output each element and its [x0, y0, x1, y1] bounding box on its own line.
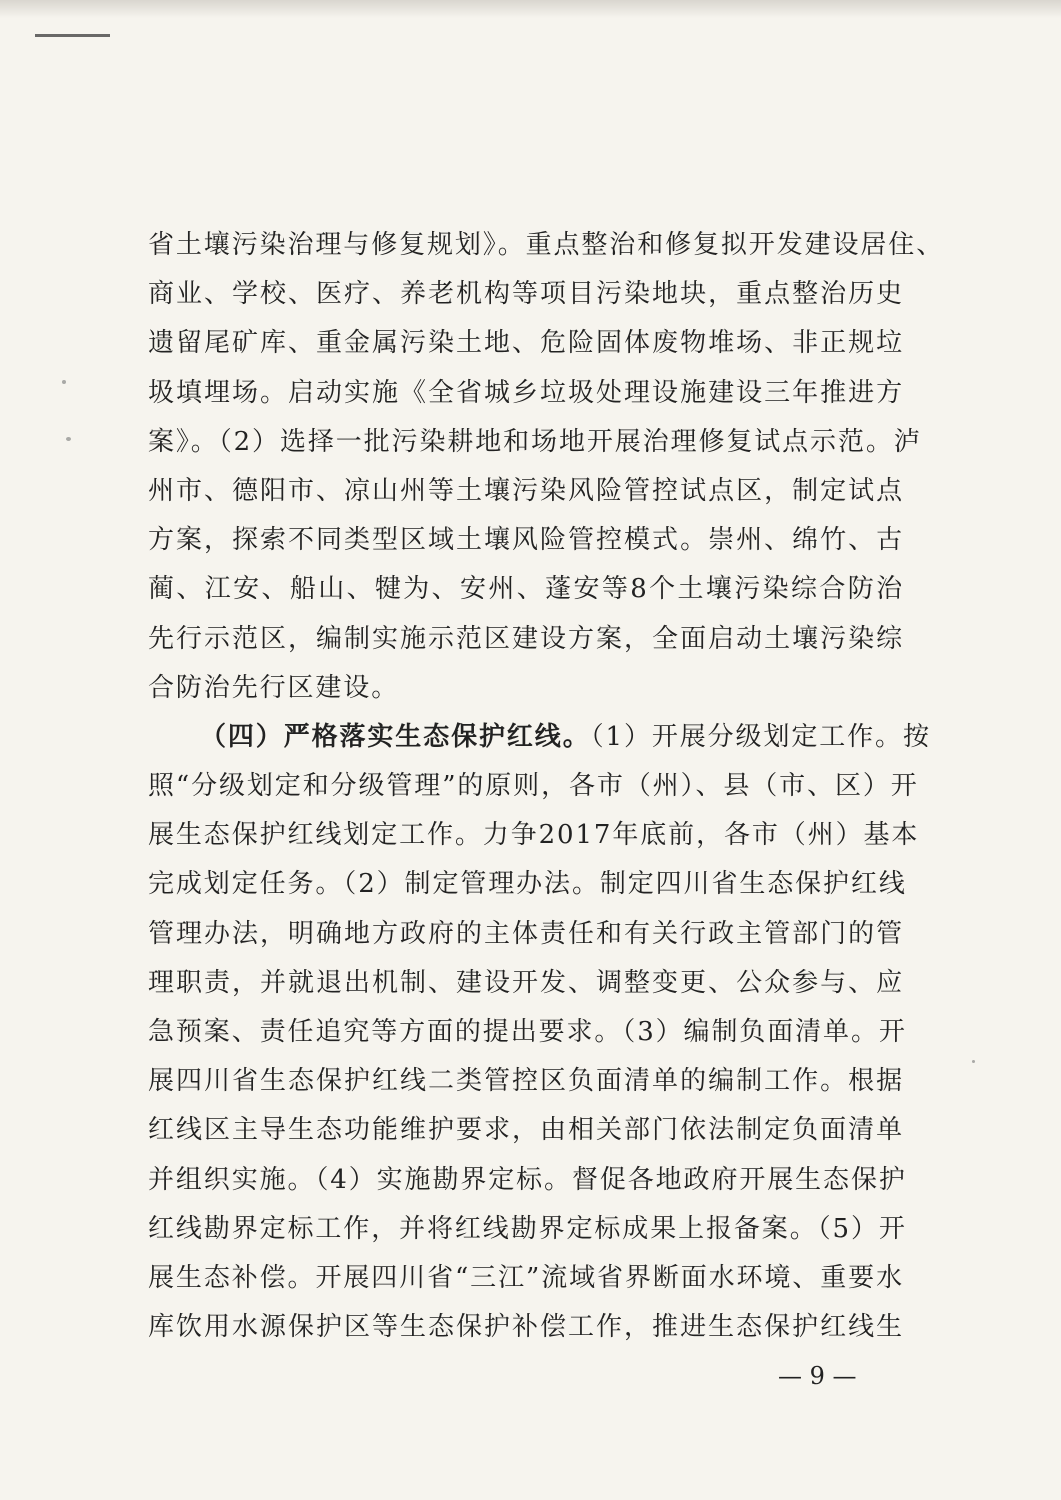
- text-line: 商业、学校、医疗、养老机构等项目污染地块，重点整治历史: [148, 279, 904, 310]
- text-line: 先行示范区，编制实施示范区建设方案，全面启动土壤污染综: [148, 623, 904, 654]
- scan-corner-mark: [35, 34, 110, 37]
- text-line: 红线勘界定标工作，并将红线勘界定标成果上报备案。（5）开: [148, 1213, 907, 1244]
- text-line: 库饮用水源保护区等生态保护补偿工作，推进生态保护红线生: [148, 1312, 904, 1343]
- heading-line-rest: （1）开展分级划定工作。按: [590, 721, 931, 752]
- text-line: 方案，探索不同类型区域土壤风险管控模式。崇州、绵竹、古: [148, 525, 904, 556]
- text-line: 合防治先行区建设。: [148, 672, 400, 703]
- heading-line: [148, 713, 931, 762]
- scan-speck: [66, 437, 71, 441]
- text-line: 红线区主导生态功能维护要求，由相关部门依法制定负面清单: [148, 1115, 904, 1146]
- text-line: 省土壤污染治理与修复规划》。重点整治和修复拟开发建设居住、: [148, 230, 945, 260]
- text-line: 圾填埋场。启动实施《全省城乡垃圾处理设施建设三年推进方: [148, 377, 904, 408]
- section-heading: （四）严格落实生态保护红线。: [200, 721, 591, 752]
- scan-speck: [62, 380, 66, 384]
- paragraph-soil-remediation: [148, 221, 945, 713]
- text-line: 州市、德阳市、凉山州等土壤污染风险管控试点区，制定试点: [148, 475, 904, 506]
- text-line: 照“分级划定和分级管理”的原则，各市（州）、县（市、区）开: [148, 771, 919, 802]
- text-line: 完成划定任务。（2）制定管理办法。制定四川省生态保护红线: [148, 869, 907, 900]
- body-text: [148, 221, 945, 1352]
- paragraph-ecological-red-line: [148, 713, 931, 1352]
- text-line: 并组织实施。（4）实施勘界定标。督促各地政府开展生态保护: [148, 1164, 907, 1195]
- scan-speck: [972, 1060, 975, 1063]
- text-line: 展四川省生态保护红线二类管控区负面清单的编制工作。根据: [148, 1066, 904, 1097]
- text-line: 急预案、责任追究等方面的提出要求。（3）编制负面清单。开: [148, 1017, 907, 1047]
- text-line: 展生态补偿。开展四川省“三江”流域省界断面水环境、重要水: [148, 1262, 904, 1293]
- page-number: — 9 —: [778, 1362, 857, 1390]
- text-line: 案》。（2）选择一批污染耕地和场地开展治理修复试点示范。泸: [148, 426, 922, 457]
- scan-top-edge: [0, 0, 1061, 18]
- text-line: 遗留尾矿库、重金属污染土地、危险固体废物堆场、非正规垃: [148, 328, 904, 359]
- text-line: 蔺、江安、船山、犍为、安州、蓬安等8个土壤污染综合防治: [148, 574, 904, 605]
- text-line: 管理办法，明确地方政府的主体责任和有关行政主管部门的管: [148, 918, 904, 949]
- text-line: 理职责，并就退出机制、建设开发、调整变更、公众参与、应: [148, 967, 904, 998]
- text-line: 展生态保护红线划定工作。力争2017年底前，各市（州）基本: [148, 820, 920, 851]
